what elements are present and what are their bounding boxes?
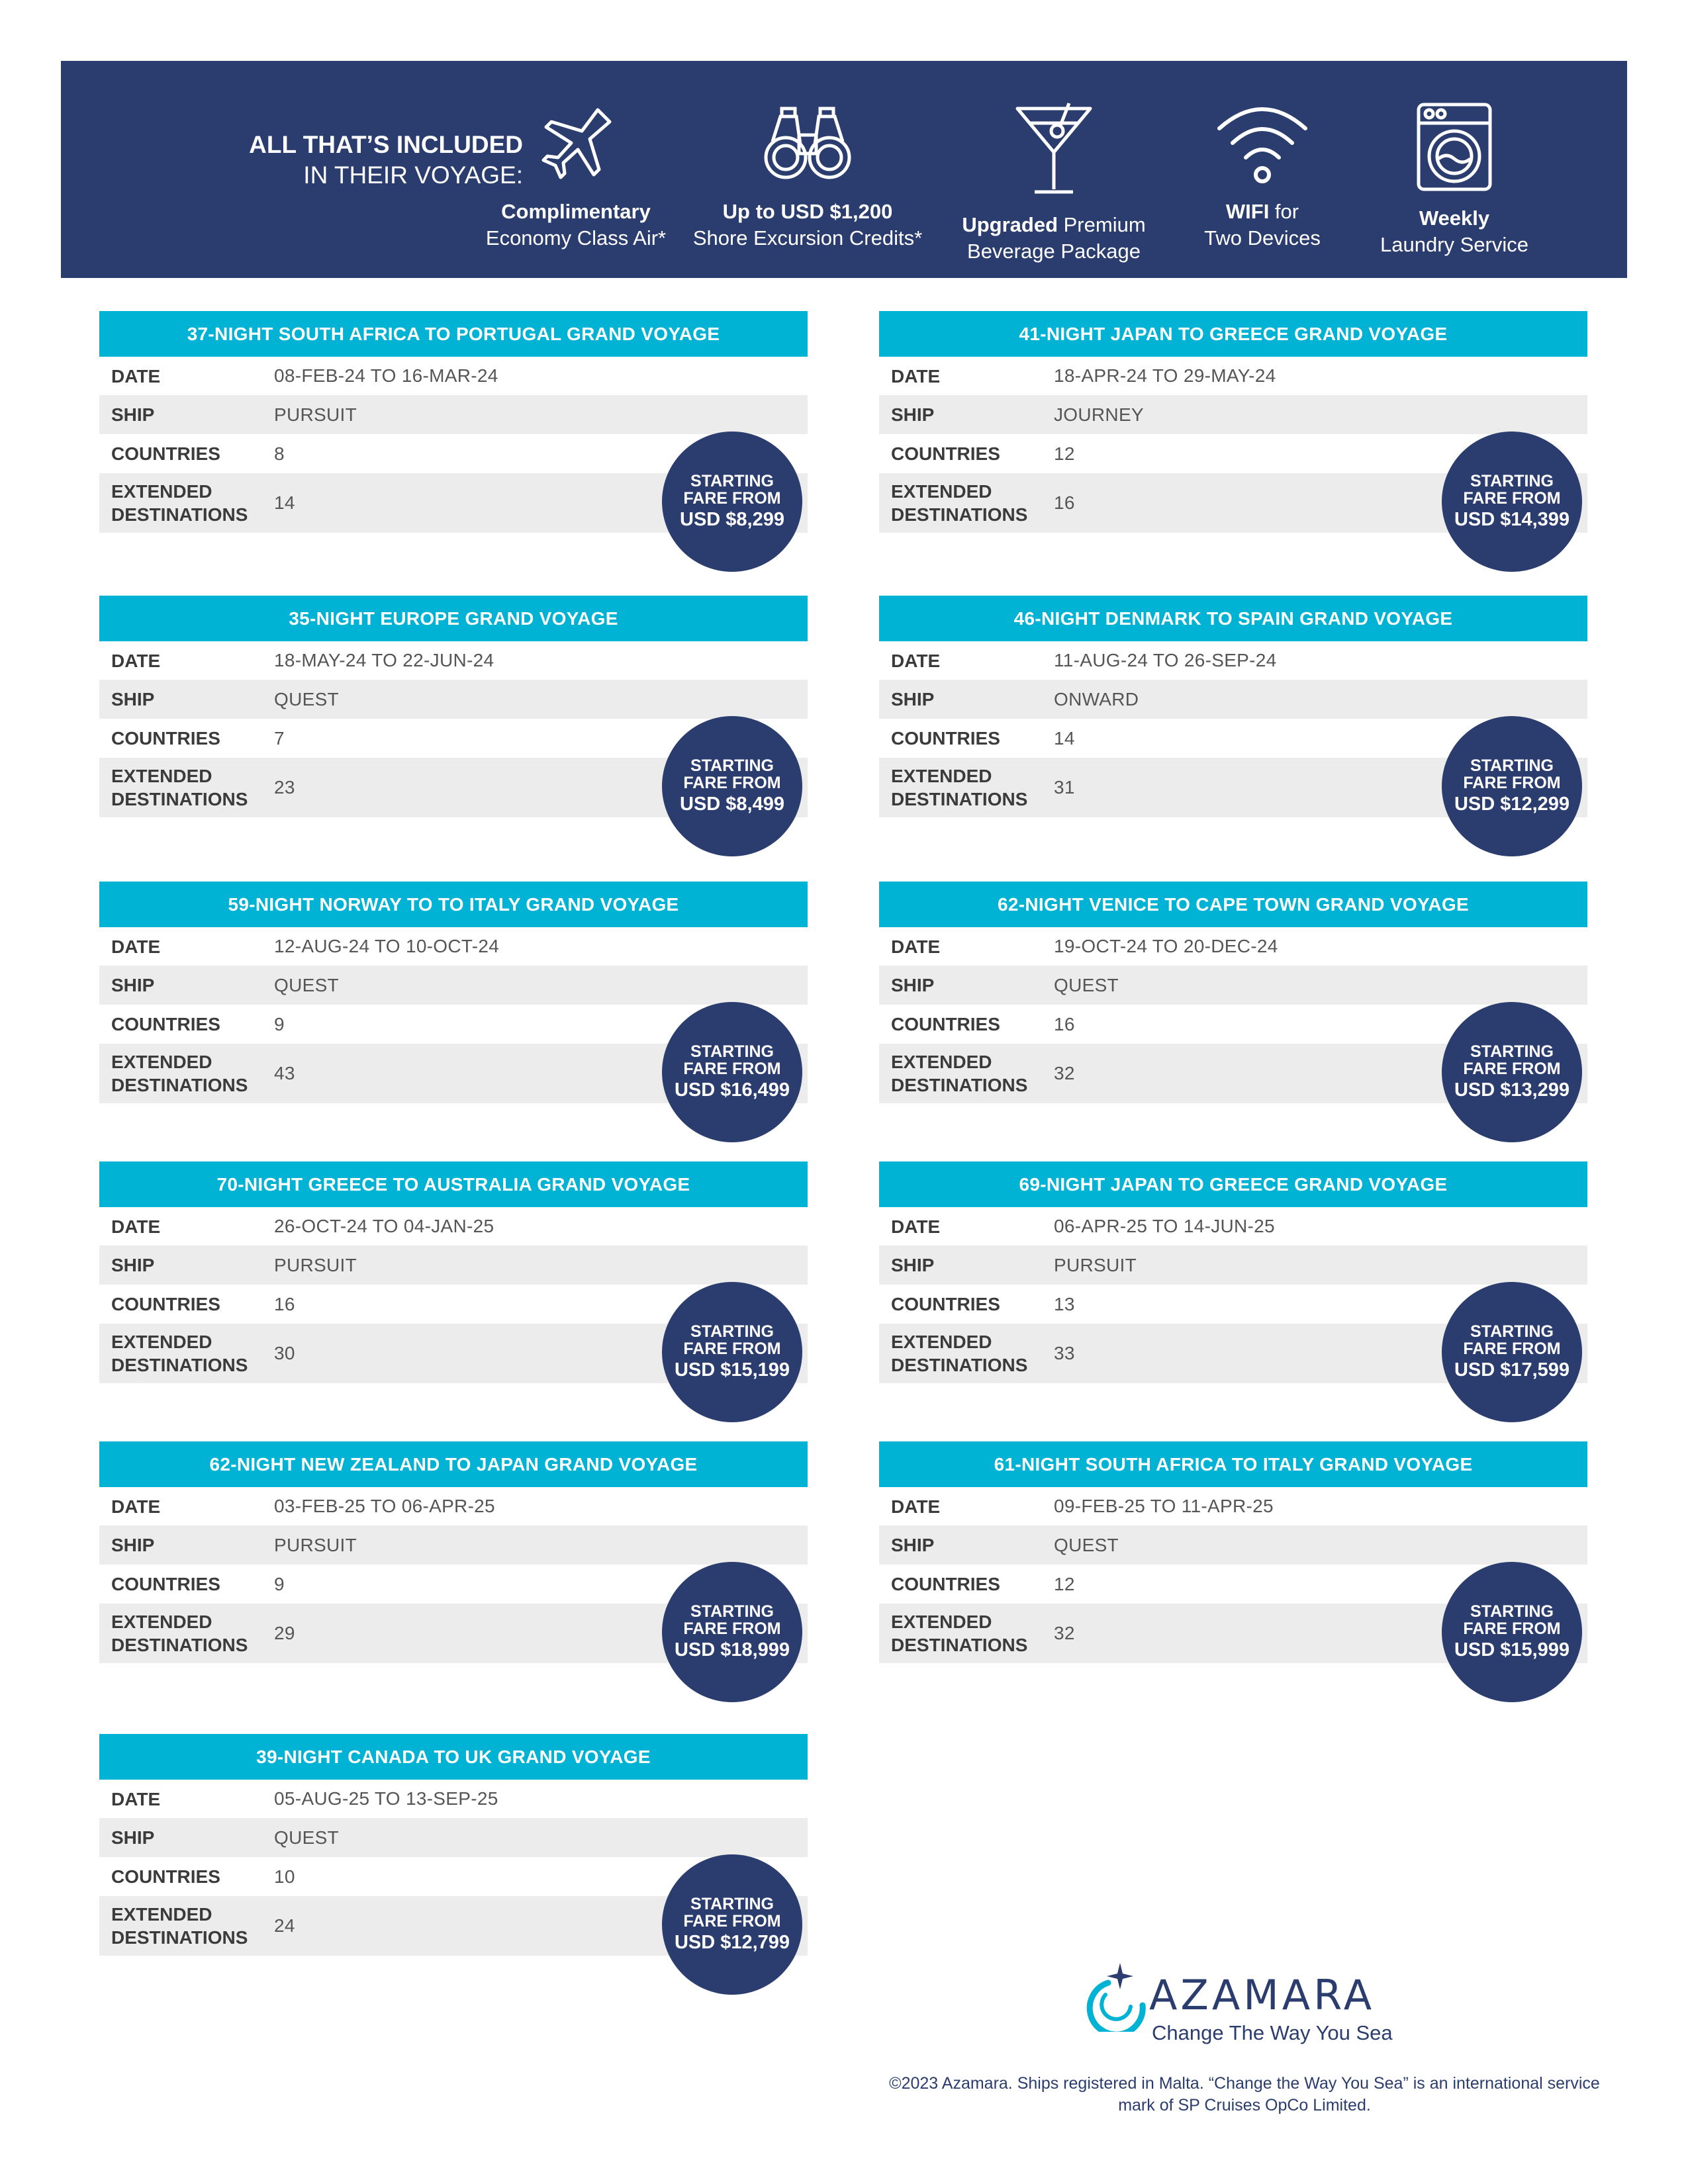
fare-from: FARE FROM bbox=[1463, 1340, 1561, 1358]
extended-value: 43 bbox=[274, 1063, 295, 1083]
countries-label: COUNTRIES bbox=[111, 1014, 220, 1034]
fare-badge bbox=[1442, 432, 1582, 572]
extended-label-line2: DESTINATIONS bbox=[111, 789, 248, 809]
perk-shore-title: Up to USD $1,200 bbox=[722, 200, 893, 223]
perk-air-title: Complimentary bbox=[501, 200, 651, 223]
countries-label: COUNTRIES bbox=[891, 1574, 1000, 1594]
fare-badge bbox=[662, 1282, 802, 1422]
countries-label: COUNTRIES bbox=[891, 1294, 1000, 1314]
date-row bbox=[99, 357, 808, 395]
extended-label-line2: DESTINATIONS bbox=[891, 1355, 1028, 1375]
extended-label-line1: EXTENDED bbox=[111, 1052, 212, 1072]
fare-starting: STARTING bbox=[1470, 756, 1554, 775]
ship-label: SHIP bbox=[891, 1255, 935, 1275]
cocktail-icon bbox=[1011, 101, 1097, 200]
fare-from: FARE FROM bbox=[683, 489, 781, 508]
ship-label: SHIP bbox=[891, 975, 935, 995]
extended-label-line1: EXTENDED bbox=[891, 1052, 992, 1072]
date-value: 18-MAY-24 TO 22-JUN-24 bbox=[274, 650, 494, 670]
fare-price: USD $8,299 bbox=[680, 509, 784, 530]
fare-starting: STARTING bbox=[690, 1322, 774, 1341]
countries-label: COUNTRIES bbox=[111, 1294, 220, 1314]
extended-label bbox=[99, 1330, 274, 1377]
extended-label-line1: EXTENDED bbox=[111, 766, 212, 786]
perk-shore-sub: Shore Excursion Credits* bbox=[692, 226, 923, 250]
fare-price: USD $18,999 bbox=[674, 1639, 790, 1661]
legal-line-2: mark of SP Cruises OpCo Limited. bbox=[1118, 2096, 1371, 2115]
fare-from: FARE FROM bbox=[683, 1619, 781, 1638]
extended-label bbox=[879, 1610, 1054, 1657]
fare-price: USD $8,499 bbox=[680, 794, 784, 815]
ship-value: PURSUIT bbox=[1054, 1254, 1137, 1275]
date-row bbox=[879, 1487, 1587, 1525]
extended-label-line2: DESTINATIONS bbox=[891, 1635, 1028, 1655]
date-row bbox=[99, 1487, 808, 1525]
date-value: 05-AUG-25 TO 13-SEP-25 bbox=[274, 1788, 498, 1809]
voyage-card-10 bbox=[879, 1441, 1587, 1706]
legal-line-1: ©2023 Azamara. Ships registered in Malta. “Change the Way You Sea” is an international service bbox=[889, 2074, 1600, 2093]
date-row bbox=[879, 927, 1587, 966]
fare-badge bbox=[662, 1854, 802, 1995]
date-label: DATE bbox=[111, 1788, 161, 1809]
logo-wordmark: AZAMARA bbox=[1149, 1971, 1376, 2019]
date-label: DATE bbox=[111, 936, 161, 957]
extended-label-line2: DESTINATIONS bbox=[891, 504, 1028, 525]
azamara-logo bbox=[1079, 1952, 1397, 2045]
extended-label bbox=[99, 1610, 274, 1657]
ship-row bbox=[99, 395, 808, 434]
extended-label-line2: DESTINATIONS bbox=[111, 1635, 248, 1655]
voyage-card-3 bbox=[99, 596, 808, 860]
extended-label-line1: EXTENDED bbox=[891, 481, 992, 502]
logo-tagline: Change The Way You Sea bbox=[1152, 2021, 1393, 2044]
perk-beverage-title: Upgraded bbox=[962, 213, 1058, 236]
countries-value: 7 bbox=[274, 727, 285, 749]
included-banner bbox=[61, 61, 1627, 278]
extended-label-line1: EXTENDED bbox=[111, 1904, 212, 1925]
extended-label-line1: EXTENDED bbox=[891, 766, 992, 786]
date-value: 03-FEB-25 TO 06-APR-25 bbox=[274, 1496, 495, 1516]
binoculars-icon bbox=[758, 101, 857, 187]
ship-label: SHIP bbox=[111, 1535, 155, 1555]
date-row bbox=[879, 357, 1587, 395]
fare-price: USD $16,499 bbox=[674, 1079, 790, 1101]
date-label: DATE bbox=[891, 936, 941, 957]
voyage-title: 61-NIGHT SOUTH AFRICA TO ITALY GRAND VOYAGE bbox=[879, 1441, 1587, 1487]
fare-starting: STARTING bbox=[690, 1602, 774, 1621]
intro-line-1: ALL THAT’S INCLUDED bbox=[249, 131, 523, 158]
fare-starting: STARTING bbox=[690, 1042, 774, 1061]
fare-from: FARE FROM bbox=[1463, 489, 1561, 508]
ship-value: ONWARD bbox=[1054, 688, 1139, 709]
fare-starting: STARTING bbox=[1470, 472, 1554, 490]
ship-row bbox=[879, 680, 1587, 719]
fare-price: USD $13,299 bbox=[1454, 1079, 1570, 1101]
perk-beverage bbox=[948, 101, 1160, 265]
date-label: DATE bbox=[111, 1216, 161, 1237]
ship-row bbox=[879, 395, 1587, 434]
fare-badge bbox=[662, 1562, 802, 1702]
date-row bbox=[879, 641, 1587, 680]
fare-badge bbox=[1442, 1002, 1582, 1142]
fare-starting: STARTING bbox=[1470, 1042, 1554, 1061]
fare-starting: STARTING bbox=[690, 756, 774, 775]
fare-starting: STARTING bbox=[690, 472, 774, 490]
extended-label-line2: DESTINATIONS bbox=[111, 1355, 248, 1375]
countries-label: COUNTRIES bbox=[891, 1014, 1000, 1034]
ship-label: SHIP bbox=[111, 404, 155, 425]
perk-wifi-title-rest: for bbox=[1269, 200, 1299, 223]
fare-badge bbox=[662, 1002, 802, 1142]
fare-starting: STARTING bbox=[690, 1895, 774, 1913]
extended-label-line1: EXTENDED bbox=[111, 1332, 212, 1352]
extended-value: 30 bbox=[274, 1343, 295, 1363]
fare-price: USD $12,299 bbox=[1454, 794, 1570, 815]
date-value: 18-APR-24 TO 29-MAY-24 bbox=[1054, 365, 1276, 386]
perk-air bbox=[477, 101, 675, 251]
included-intro bbox=[199, 130, 523, 191]
extended-label bbox=[99, 1050, 274, 1097]
fare-from: FARE FROM bbox=[1463, 1060, 1561, 1078]
swirl-star-icon bbox=[1079, 1959, 1152, 2032]
ship-label: SHIP bbox=[111, 1827, 155, 1848]
countries-label: COUNTRIES bbox=[891, 728, 1000, 749]
perk-wifi-sub: Two Devices bbox=[1204, 226, 1321, 250]
perk-laundry-sub: Laundry Service bbox=[1380, 233, 1528, 256]
perk-shore-credits bbox=[688, 101, 927, 251]
extended-label-line1: EXTENDED bbox=[111, 481, 212, 502]
voyage-title: 70-NIGHT GREECE TO AUSTRALIA GRAND VOYAGE bbox=[99, 1161, 808, 1207]
countries-value: 10 bbox=[274, 1866, 295, 1887]
countries-value: 13 bbox=[1054, 1293, 1075, 1314]
date-label: DATE bbox=[111, 650, 161, 671]
extended-value: 16 bbox=[1054, 492, 1075, 513]
ship-label: SHIP bbox=[111, 689, 155, 709]
fare-badge bbox=[1442, 1282, 1582, 1422]
voyage-title: 37-NIGHT SOUTH AFRICA TO PORTUGAL GRAND VOYAGE bbox=[99, 311, 808, 357]
perk-laundry-title: Weekly bbox=[1419, 206, 1490, 230]
countries-value: 16 bbox=[1054, 1013, 1075, 1034]
ship-value: QUEST bbox=[274, 688, 339, 709]
fare-from: FARE FROM bbox=[683, 774, 781, 792]
extended-label-line2: DESTINATIONS bbox=[111, 504, 248, 525]
fare-badge bbox=[1442, 1562, 1582, 1702]
ship-row bbox=[879, 1246, 1587, 1285]
extended-label bbox=[99, 480, 274, 526]
extended-label-line2: DESTINATIONS bbox=[111, 1075, 248, 1095]
date-label: DATE bbox=[891, 365, 941, 387]
voyage-card-6 bbox=[879, 882, 1587, 1146]
countries-value: 9 bbox=[274, 1573, 285, 1594]
perk-wifi bbox=[1180, 101, 1345, 251]
extended-label-line2: DESTINATIONS bbox=[891, 789, 1028, 809]
fare-from: FARE FROM bbox=[1463, 1619, 1561, 1638]
date-value: 26-OCT-24 TO 04-JAN-25 bbox=[274, 1216, 494, 1236]
legal-footer bbox=[874, 2073, 1615, 2116]
ship-value: JOURNEY bbox=[1054, 404, 1144, 425]
perk-wifi-title: WIFI bbox=[1225, 200, 1270, 223]
extended-value: 29 bbox=[274, 1623, 295, 1643]
date-label: DATE bbox=[111, 1496, 161, 1517]
countries-label: COUNTRIES bbox=[111, 443, 220, 464]
voyage-card-2 bbox=[879, 311, 1587, 576]
extended-label-line2: DESTINATIONS bbox=[891, 1075, 1028, 1095]
wifi-icon bbox=[1213, 101, 1312, 187]
ship-label: SHIP bbox=[891, 1535, 935, 1555]
ship-row bbox=[879, 966, 1587, 1005]
date-value: 11-AUG-24 TO 26-SEP-24 bbox=[1054, 650, 1277, 670]
perk-laundry bbox=[1345, 101, 1564, 258]
extended-value: 24 bbox=[274, 1915, 295, 1936]
ship-value: QUEST bbox=[274, 1827, 339, 1848]
ship-label: SHIP bbox=[111, 975, 155, 995]
fare-from: FARE FROM bbox=[683, 1912, 781, 1931]
countries-value: 9 bbox=[274, 1013, 285, 1034]
fare-from: FARE FROM bbox=[683, 1340, 781, 1358]
ship-value: QUEST bbox=[1054, 1534, 1119, 1555]
countries-value: 14 bbox=[1054, 727, 1075, 749]
extended-value: 32 bbox=[1054, 1623, 1075, 1643]
countries-label: COUNTRIES bbox=[111, 1866, 220, 1887]
fare-starting: STARTING bbox=[1470, 1322, 1554, 1341]
voyage-title: 41-NIGHT JAPAN TO GREECE GRAND VOYAGE bbox=[879, 311, 1587, 357]
ship-value: QUEST bbox=[1054, 974, 1119, 995]
fare-badge bbox=[1442, 716, 1582, 856]
ship-label: SHIP bbox=[111, 1255, 155, 1275]
fare-starting: STARTING bbox=[1470, 1602, 1554, 1621]
voyage-card-1 bbox=[99, 311, 808, 576]
ship-value: PURSUIT bbox=[274, 1534, 357, 1555]
date-label: DATE bbox=[111, 365, 161, 387]
voyage-title: 62-NIGHT VENICE TO CAPE TOWN GRAND VOYAGE bbox=[879, 882, 1587, 927]
ship-value: PURSUIT bbox=[274, 1254, 357, 1275]
ship-row bbox=[99, 966, 808, 1005]
voyage-card-9 bbox=[99, 1441, 808, 1706]
extended-label bbox=[99, 764, 274, 811]
fare-from: FARE FROM bbox=[683, 1060, 781, 1078]
date-label: DATE bbox=[891, 1496, 941, 1517]
perk-beverage-sub: Beverage Package bbox=[967, 240, 1141, 263]
ship-row bbox=[99, 1246, 808, 1285]
ship-row bbox=[99, 1818, 808, 1857]
extended-label-line1: EXTENDED bbox=[891, 1612, 992, 1632]
intro-line-2: IN THEIR VOYAGE: bbox=[303, 161, 523, 189]
fare-from: FARE FROM bbox=[1463, 774, 1561, 792]
extended-label-line2: DESTINATIONS bbox=[111, 1927, 248, 1948]
ship-value: PURSUIT bbox=[274, 404, 357, 425]
voyage-title: 46-NIGHT DENMARK TO SPAIN GRAND VOYAGE bbox=[879, 596, 1587, 641]
countries-label: COUNTRIES bbox=[891, 443, 1000, 464]
countries-value: 16 bbox=[274, 1293, 295, 1314]
date-value: 19-OCT-24 TO 20-DEC-24 bbox=[1054, 936, 1278, 956]
washing-machine-icon bbox=[1415, 101, 1494, 193]
extended-value: 31 bbox=[1054, 777, 1075, 797]
countries-value: 12 bbox=[1054, 1573, 1075, 1594]
date-row bbox=[879, 1207, 1587, 1246]
voyage-card-7 bbox=[99, 1161, 808, 1426]
countries-label: COUNTRIES bbox=[111, 1574, 220, 1594]
voyage-card-4 bbox=[879, 596, 1587, 860]
date-row bbox=[99, 927, 808, 966]
voyage-title: 62-NIGHT NEW ZEALAND TO JAPAN GRAND VOYAGE bbox=[99, 1441, 808, 1487]
voyage-title: 39-NIGHT CANADA TO UK GRAND VOYAGE bbox=[99, 1734, 808, 1780]
countries-label: COUNTRIES bbox=[111, 728, 220, 749]
extended-label bbox=[99, 1903, 274, 1949]
extended-label-line1: EXTENDED bbox=[891, 1332, 992, 1352]
extended-value: 33 bbox=[1054, 1343, 1075, 1363]
ship-value: QUEST bbox=[274, 974, 339, 995]
date-value: 06-APR-25 TO 14-JUN-25 bbox=[1054, 1216, 1275, 1236]
ship-label: SHIP bbox=[891, 404, 935, 425]
countries-value: 12 bbox=[1054, 443, 1075, 464]
extended-label bbox=[879, 1050, 1054, 1097]
voyage-title: 59-NIGHT NORWAY TO TO ITALY GRAND VOYAGE bbox=[99, 882, 808, 927]
fare-price: USD $17,599 bbox=[1454, 1359, 1570, 1381]
voyage-card-8 bbox=[879, 1161, 1587, 1426]
date-value: 09-FEB-25 TO 11-APR-25 bbox=[1054, 1496, 1274, 1516]
ship-row bbox=[99, 1525, 808, 1565]
date-row bbox=[99, 1207, 808, 1246]
date-row bbox=[99, 641, 808, 680]
voyage-card-5 bbox=[99, 882, 808, 1146]
date-value: 12-AUG-24 TO 10-OCT-24 bbox=[274, 936, 500, 956]
fare-badge bbox=[662, 432, 802, 572]
ship-row bbox=[879, 1525, 1587, 1565]
extended-label-line1: EXTENDED bbox=[111, 1612, 212, 1632]
date-label: DATE bbox=[891, 650, 941, 671]
extended-value: 32 bbox=[1054, 1063, 1075, 1083]
extended-label bbox=[879, 1330, 1054, 1377]
extended-value: 14 bbox=[274, 492, 295, 513]
fare-badge bbox=[662, 716, 802, 856]
date-row bbox=[99, 1780, 808, 1818]
voyage-title: 35-NIGHT EUROPE GRAND VOYAGE bbox=[99, 596, 808, 641]
voyage-title: 69-NIGHT JAPAN TO GREECE GRAND VOYAGE bbox=[879, 1161, 1587, 1207]
date-value: 08-FEB-24 TO 16-MAR-24 bbox=[274, 365, 498, 386]
countries-value: 8 bbox=[274, 443, 285, 464]
ship-row bbox=[99, 680, 808, 719]
voyage-card-11 bbox=[99, 1734, 808, 1999]
perk-beverage-title-rest: Premium bbox=[1058, 213, 1146, 236]
fare-price: USD $14,399 bbox=[1454, 509, 1570, 530]
extended-label bbox=[879, 480, 1054, 526]
fare-price: USD $15,199 bbox=[674, 1359, 790, 1381]
perk-air-sub: Economy Class Air* bbox=[485, 226, 667, 250]
airplane-icon bbox=[533, 101, 619, 187]
ship-label: SHIP bbox=[891, 689, 935, 709]
extended-value: 23 bbox=[274, 777, 295, 797]
fare-price: USD $15,999 bbox=[1454, 1639, 1570, 1661]
fare-price: USD $12,799 bbox=[674, 1932, 790, 1953]
date-label: DATE bbox=[891, 1216, 941, 1237]
extended-label bbox=[879, 764, 1054, 811]
